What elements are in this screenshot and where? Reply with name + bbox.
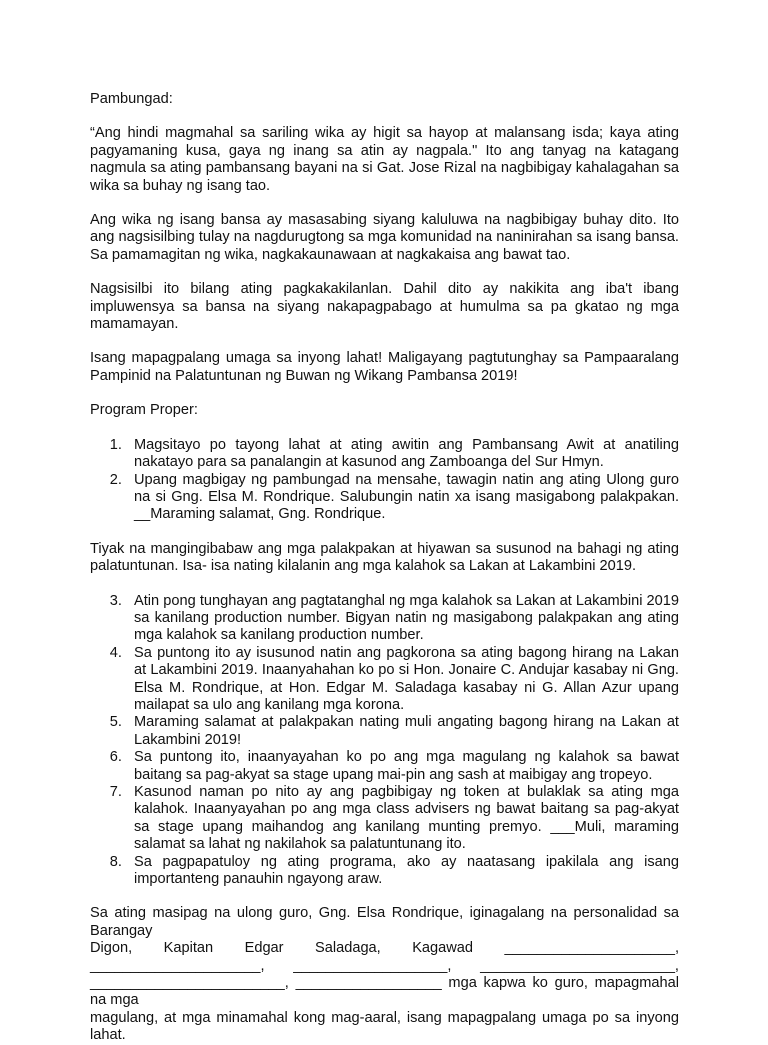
closing-blank: _____________________, (504, 940, 679, 957)
program-list-b (90, 593, 679, 889)
program-item-8: 8. Sa pagpapatuloy ng ating programa, ako ay naatasang ipakilala ang isang importanteng panauhin ngayong araw. (126, 854, 679, 889)
intro-paragraph-pagkakakilanlan: Nagsisilbi ito bilang ating pagkakakilanlan. Dahil dito ay nakikita ang iba't ibang impluwensya sa bansa na siyang nakapagpabago at humulma sa pa gkatao ng mga mamamayan. (90, 281, 679, 333)
program-item-1: 1. Magsitayo po tayong lahat at ating awitin ang Pambansang Awit at anatiling nakatayo para sa panalangin at kasunod ang Zamboanga del Sur Hmyn. (126, 437, 679, 472)
program-item-4: 4. Sa puntong ito ay isusunod natin ang pagkorona sa ating bagong hirang na Lakan at Lakambini 2019. Inaanyahahan ko po si Hon. Jonaire C. Andujar kasabay ni Gng. Elsa M. Rondrique, at Hon. Edgar M. Saladaga kasabay ni G. Allan Azur upang mailapat sa ulo ang kanilang mga korona. (126, 645, 679, 715)
program-heading: Program Proper: (90, 402, 198, 419)
closing-line-3 (90, 958, 679, 975)
closing-word: Kagawad (412, 940, 474, 957)
closing-word: Saladaga, (315, 940, 381, 957)
intro-paragraph-wika: Ang wika ng isang bansa ay masasabing siyang kaluluwa na nagbibigay buhay dito. Ito ang nagsisilbing tulay na nagdurugtong sa mga komunidad na naninirahan sa isang bansa. Sa pamamagitan ng wika, nagkakaunawaan at nagkakaisa ang bawat tao. (90, 212, 679, 263)
closing-word: Digon, (90, 940, 133, 957)
closing-line-2 (90, 940, 679, 957)
program-item-2: 2. Upang magbigay ng pambungad na mensahe, tawagin natin ang ating Ulong guro na si Gng. Elsa M. Rondrique. Salubungin natin xa isang masigabong palakpakan. __Maraming salamat, Gng. Rondrique. (126, 472, 679, 524)
transition-paragraph: Tiyak na mangingibabaw ang mga palakpakan at hiyawan sa susunod na bahagi ng ating palatuntunan. Isa- isa nating kilalanin ang mga kalahok sa Lakan at Lakambini 2019. (90, 540, 679, 575)
document-page (90, 91, 679, 1045)
closing-line-4: ________________________, __________________ mga kapwa ko guro, mapagmahal na mga (90, 975, 679, 1009)
closing-blank: _____________________, (90, 957, 265, 974)
program-list-a (90, 437, 679, 524)
closing-blank: ________________________, (480, 957, 679, 974)
intro-paragraph-rizal-quote: “Ang hindi magmahal sa sariling wika ay higit sa hayop at malansang isda; kaya ating pagyamaning kusa, gaya ng inang sa atin ay nagpala." Ito ang tanyag na katagang nagmula sa ating pambansang bayani na si Gat. Jose Rizal na nagbibigay kahalagahan sa wika sa buhay ng isang tao. (90, 125, 679, 194)
program-item-6: 6. Sa puntong ito, inaanyayahan ko po ang mga magulang ng kalahok sa bawat baitang sa pag-akyat sa stage upang mai-pin ang sash at maibigay ang tropeyo. (126, 749, 679, 784)
intro-paragraph-greeting: Isang mapagpalang umaga sa inyong lahat! Maligayang pagtutunghay sa Pampaaralang Pampinid na Palatuntunan ng Buwan ng Wikang Pambansa 2019! (90, 350, 679, 384)
closing-word: Edgar (244, 940, 284, 957)
intro-heading: Pambungad: (90, 91, 173, 107)
program-item-5: 5. Maraming salamat at palakpakan nating muli angating bagong hirang na Lakan at Lakambini 2019! (126, 714, 679, 749)
closing-word: Kapitan (163, 940, 214, 957)
closing-line-1: Sa ating masipag na ulong guro, Gng. Elsa Rondrique, iginagalang na personalidad sa Barangay (90, 905, 679, 939)
closing-blank: ___________________, (293, 957, 452, 974)
closing-line-5: magulang, at mga minamahal kong mag-aaral, isang mapagpalang umaga po sa inyong lahat. (90, 1009, 679, 1044)
program-item-7: 7. Kasunod naman po nito ay ang pagbibigay ng token at bulaklak sa ating mga kalahok. Inaanyayahan po ang mga class advisers ng bawat baitang sa pag-akyat sa stage upang maihandog ang kanilang munting premyo. ___Muli, maraming salamat sa lahat ng nakilahok sa palatuntunang ito. (126, 784, 679, 854)
program-item-3: 3. Atin pong tunghayan ang pagtatanghal ng mga kalahok sa Lakan at Lakambini 2019 sa kanilang production number. Bigyan natin ng masigabong palakpakan ang ating mga kalahok sa kanilang production number. (126, 593, 679, 645)
